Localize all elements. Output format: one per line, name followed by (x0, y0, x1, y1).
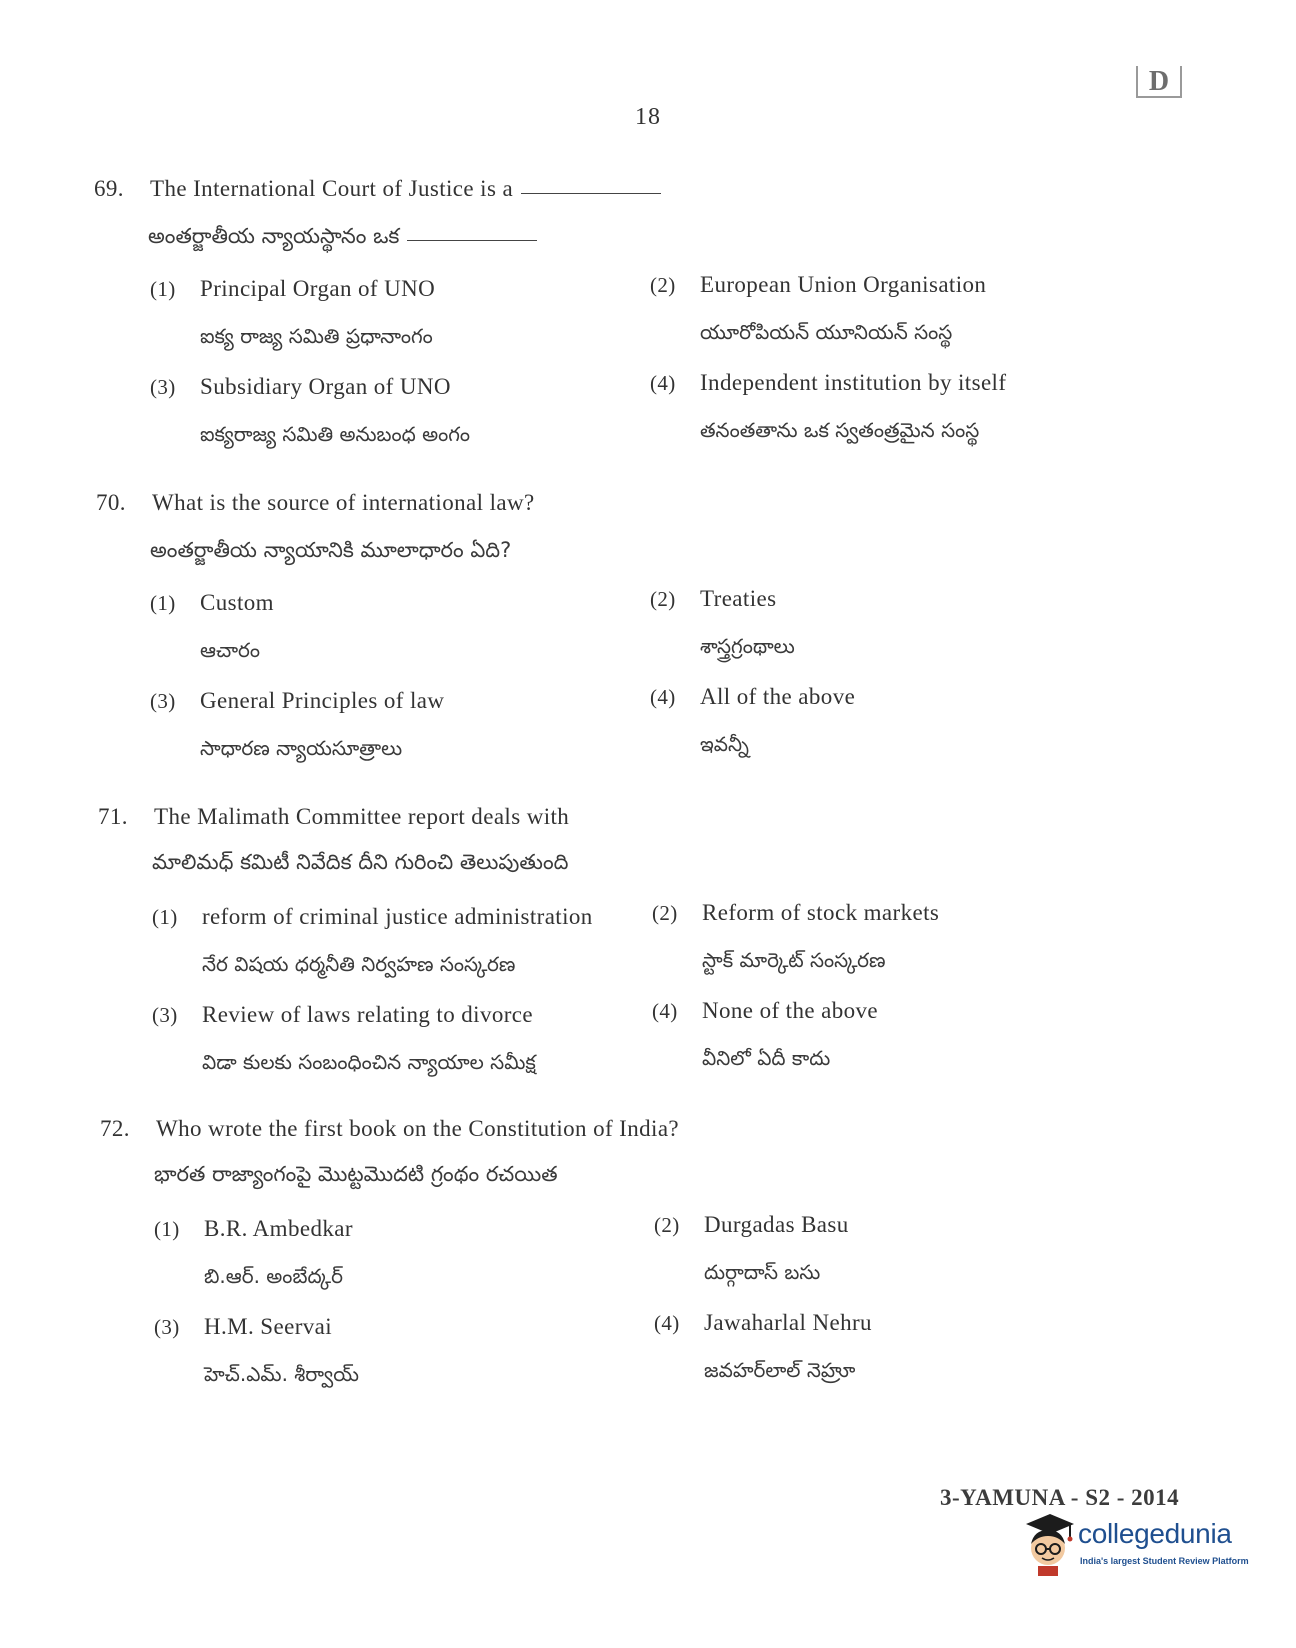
option-text-en: None of the above (702, 998, 879, 1023)
option-text-te: సాధారణ న్యాయసూత్రాలు (200, 736, 403, 760)
option-text-en: Custom (200, 590, 274, 615)
option-number: (4) (650, 685, 676, 709)
page-number: 18 (635, 104, 661, 130)
option-text-te: జవహర్‌లాల్ నెహ్రూ (704, 1358, 856, 1382)
option-number: (2) (650, 273, 676, 297)
option-text-en: H.M. Seervai (204, 1314, 333, 1339)
question-text-te: అంతర్జాతీయ న్యాయానికి మూలాధారం ఏది? (150, 538, 512, 562)
option-text-en: Reform of stock markets (702, 900, 940, 925)
option-text-en: Principal Organ of UNO (200, 276, 436, 301)
option-number: (4) (652, 999, 678, 1023)
option-text-en: Independent institution by itself (700, 370, 1007, 395)
option-text-te: తనంతతాను ఒక స్వతంత్రమైన సంస్థ (700, 418, 980, 442)
question-text-en: Who wrote the first book on the Constitution of India? (156, 1116, 680, 1141)
option-text-en: B.R. Ambedkar (204, 1216, 353, 1241)
option-number: (2) (650, 587, 676, 611)
option-text-en: All of the above (700, 684, 856, 709)
option-number: (4) (654, 1311, 680, 1335)
option-number: (3) (150, 375, 176, 399)
option-text-te: ఐక్య రాజ్య సమితి ప్రధానాంగం (200, 324, 433, 348)
option-text-en: Treaties (700, 586, 777, 611)
option-number: (2) (654, 1213, 680, 1237)
option-text-te: యూరోపియన్ యూనియన్ సంస్థ (700, 320, 953, 344)
option-number: (4) (650, 371, 676, 395)
option-text-te: వీనిలో ఏదీ కాదు (702, 1046, 831, 1070)
set-code-box: D (1136, 66, 1182, 98)
option-text-te: హెచ్.ఎమ్. శీర్వాయ్ (204, 1362, 359, 1386)
brand-tagline: India's largest Student Review Platform (1080, 1556, 1249, 1566)
answer-blank (521, 193, 661, 194)
option-text-en: Durgadas Basu (704, 1212, 849, 1237)
option-number: (3) (154, 1315, 180, 1339)
question-text-te: అంతర్జాతీయ న్యాయస్థానం ఒక (148, 224, 400, 248)
question-text-en: What is the source of international law? (152, 490, 535, 515)
question-number: 69. (94, 176, 124, 201)
option-number: (1) (150, 277, 176, 301)
option-number: (1) (154, 1217, 180, 1241)
option-text-en: European Union Organisation (700, 272, 987, 297)
option-text-en: Subsidiary Organ of UNO (200, 374, 451, 399)
question-number: 70. (96, 490, 126, 515)
option-text-en: General Principles of law (200, 688, 445, 713)
option-text-en: Jawaharlal Nehru (704, 1310, 872, 1335)
option-text-te: ఐక్యరాజ్య సమితి అనుబంధ అంగం (200, 422, 471, 446)
answer-blank (407, 240, 537, 241)
footer-paper-code: 3-YAMUNA - S2 - 2014 (940, 1485, 1180, 1510)
option-text-te: నేర విషయ ధర్మనీతి నిర్వహణ సంస్కరణ (202, 952, 516, 976)
option-number: (3) (152, 1003, 178, 1027)
option-text-te: ఇవన్నీ (700, 732, 749, 756)
option-text-te: శాస్త్రగ్రంథాలు (700, 634, 795, 658)
option-number: (1) (152, 905, 178, 929)
option-number: (1) (150, 591, 176, 615)
mascot-icon (1020, 1508, 1076, 1578)
question-text-en: The International Court of Justice is a (150, 176, 514, 201)
option-text-te: బి.ఆర్. అంబేద్కర్ (204, 1264, 343, 1288)
question-number: 72. (100, 1116, 130, 1141)
brand-name: collegedunia (1078, 1518, 1232, 1549)
question-text-te: భారత రాజ్యాంగంపై మొట్టమొదటి గ్రంథం రచయిత (154, 1162, 558, 1186)
option-text-te: విడా కులకు సంబంధించిన న్యాయాల సమీక్ష (202, 1050, 536, 1074)
option-text-te: ఆచారం (200, 638, 261, 662)
option-text-te: స్టాక్ మార్కెట్ సంస్కరణ (702, 948, 886, 972)
option-text-en: Review of laws relating to divorce (202, 1002, 534, 1027)
option-number: (2) (652, 901, 678, 925)
brand-logo (1020, 1508, 1260, 1588)
option-number: (3) (150, 689, 176, 713)
option-text-te: దుర్గాదాస్ బసు (704, 1260, 821, 1284)
option-text-en: reform of criminal justice administration (202, 904, 593, 929)
question-number: 71. (98, 804, 128, 829)
question-text-en: The Malimath Committee report deals with (154, 804, 570, 829)
question-text-te: మాలిమధ్ కమిటీ నివేదిక దీని గురించి తెలుపుతుంది (152, 850, 569, 874)
